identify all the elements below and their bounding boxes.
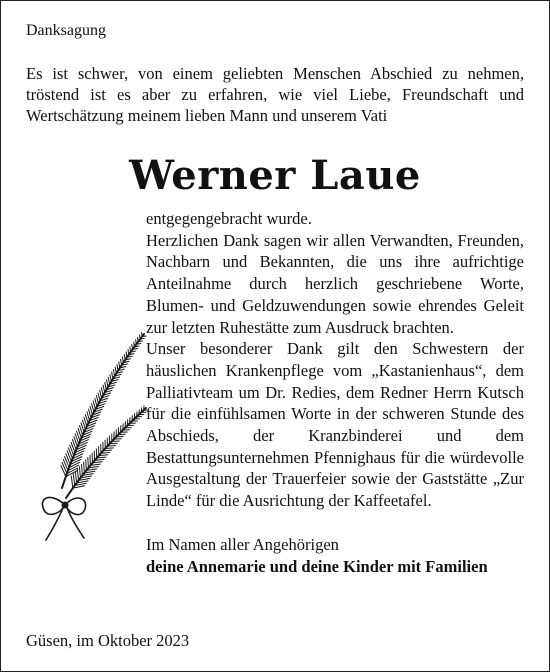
paragraph-3: Unser besonderer Dank gilt den Schwestern der häuslichen Krankenpflege vom „Kastanienhaus“, dem Palliativteam um Dr. Redies, dem Redner Herrn Kutsch für die einfühlsamen Worte in der schweren Stunde des Abschieds, der Kranzbinderei und dem Bestattungsunternehmen Pfennighaus für die würdevolle Ausgestaltung der Trauerfeier sowie der Gaststätte „Zur Linde“ für die Ausrichtung der Kaffeetafel. bbox=[146, 339, 524, 511]
closing-line: Im Namen aller Angehörigen bbox=[146, 534, 339, 554]
intro-text: Es ist schwer, von einem geliebten Menschen Abschied zu nehmen, tröstend ist es aber zu erfahren, wie viel Liebe, Freundschaft und Wertschätzung meinem lieben Mann und unserem Vati bbox=[26, 64, 524, 125]
place-date: Güsen, im Oktober 2023 bbox=[26, 631, 190, 650]
thanks-section bbox=[26, 208, 524, 578]
closing-block bbox=[146, 534, 524, 578]
paragraph-1: entgegengebracht wurde. bbox=[146, 209, 312, 228]
notice-heading: Danksagung bbox=[26, 22, 106, 39]
conifer-branch-icon bbox=[28, 328, 148, 543]
thanks-text bbox=[146, 208, 524, 578]
signature: deine Annemarie und deine Kinder mit Familien bbox=[146, 556, 488, 576]
deceased-name: Werner Laue bbox=[129, 152, 421, 199]
paragraph-2: Herzlichen Dank sagen wir allen Verwandten, Freunden, Nachbarn und Bekannten, die uns ihre aufrichtige Anteilnahme durch herzlich geschriebene Worte, Blumen- und Geldzuwendungen sowie ehrendes Geleit zur letzten Ruhestätte zum Ausdruck brachten. bbox=[146, 230, 524, 337]
